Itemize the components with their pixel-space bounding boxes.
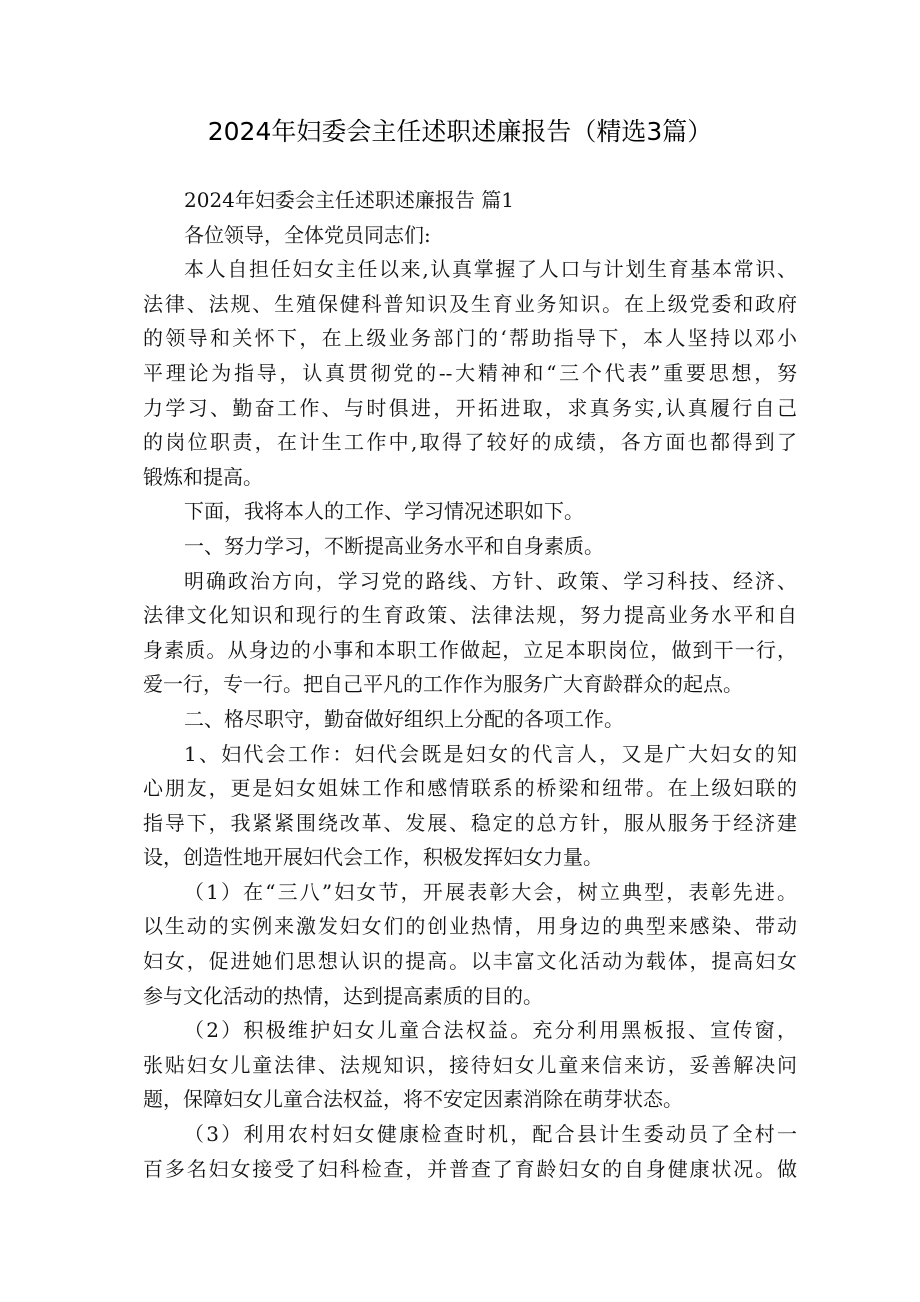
text-line: 下面，我将本人的工作、学习情况述职如下。 <box>184 499 584 524</box>
text-line: （3）利用农村妇女健康检查时机，配合县计生委动员了全村一 <box>184 1122 797 1147</box>
paragraph <box>143 1117 797 1186</box>
text-line: 爱一行，专一行。把自己平凡的工作作为服务广大育龄群众的起点。 <box>143 672 743 697</box>
paragraph <box>143 494 797 529</box>
text-line: 参与文化活动的热情，达到提高素质的目的。 <box>143 983 543 1008</box>
paragraph <box>143 875 797 1013</box>
text-line: 明确政治方向，学习党的路线、方针、政策、学习科技、经济、 <box>184 568 797 593</box>
paragraph <box>143 702 797 737</box>
text-line: 一、努力学习，不断提高业务水平和自身素质。 <box>184 533 604 558</box>
text-line: 法律文化知识和现行的生育政策、法律法规，努力提高业务水平和自 <box>143 603 797 628</box>
text-line: 妇女，促进她们思想认识的提高。以丰富文化活动为载体，提高妇女 <box>143 949 797 974</box>
text-line: 2024年妇委会主任述职述廉报告 篇1 <box>184 188 514 212</box>
paragraph <box>143 737 797 875</box>
text-line: 1、妇代会工作：妇代会既是妇女的代言人，又是广大妇女的知 <box>184 741 797 766</box>
text-line: 心朋友，更是妇女姐妹工作和感情联系的桥梁和纽带。在上级妇联的 <box>143 776 797 801</box>
text-line: 二、格尽职守，勤奋做好组织上分配的各项工作。 <box>184 706 624 731</box>
text-line: 锻炼和提高。 <box>143 464 263 489</box>
paragraph <box>143 1013 797 1117</box>
text-line: 本人自担任妇女主任以来,认真掌握了人口与计划生育基本常识、 <box>184 257 797 282</box>
text-line: 力学习、勤奋工作、与时俱进，开拓进取，求真务实,认真履行自己 <box>143 395 797 420</box>
paragraph <box>143 218 797 253</box>
text-line: 题，保障妇女儿童合法权益，将不安定因素消除在萌芽状态。 <box>143 1087 683 1112</box>
text-line: 百多名妇女接受了妇科检查，并普查了育龄妇女的自身健康状况。做 <box>143 1156 797 1181</box>
text-line: 以生动的实例来激发妇女们的创业热情，用身边的典型来感染、带动 <box>143 914 797 939</box>
document-title: 2024年妇委会主任述职述廉报告（精选3篇） <box>207 117 713 146</box>
text-line: 设，创造性地开展妇代会工作，积极发挥妇女力量。 <box>143 845 603 870</box>
paragraph <box>143 183 797 218</box>
text-line: 的岗位职责，在计生工作中,取得了较好的成绩，各方面也都得到了 <box>143 430 797 455</box>
text-line: 平理论为指导，认真贯彻党的--大精神和“三个代表”重要思想，努 <box>143 360 797 385</box>
text-line: （1）在“三八”妇女节，开展表彰大会，树立典型，表彰先进。 <box>184 879 797 904</box>
text-line: 法律、法规、生殖保健科普知识及生育业务知识。在上级党委和政府 <box>143 291 797 316</box>
text-line: 指导下，我紧紧围绕改革、发展、稳定的总方针，服从服务于经济建 <box>143 810 797 835</box>
text-line: 张贴妇女儿童法律、法规知识，接待妇女儿童来信来访，妥善解决问 <box>143 1052 797 1077</box>
text-line: （2）积极维护妇女儿童合法权益。充分利用黑板报、宣传窗， <box>184 1018 797 1043</box>
paragraph <box>143 252 797 494</box>
paragraph <box>143 564 797 702</box>
document-body <box>143 183 797 1186</box>
text-line: 身素质。从身边的小事和本职工作做起，立足本职岗位，做到干一行， <box>143 637 797 662</box>
text-line: 的领导和关怀下，在上级业务部门的‘帮助指导下，本人坚持以邓小 <box>143 326 797 351</box>
text-line: 各位领导，全体党员同志们: <box>184 222 431 247</box>
paragraph <box>143 529 797 564</box>
